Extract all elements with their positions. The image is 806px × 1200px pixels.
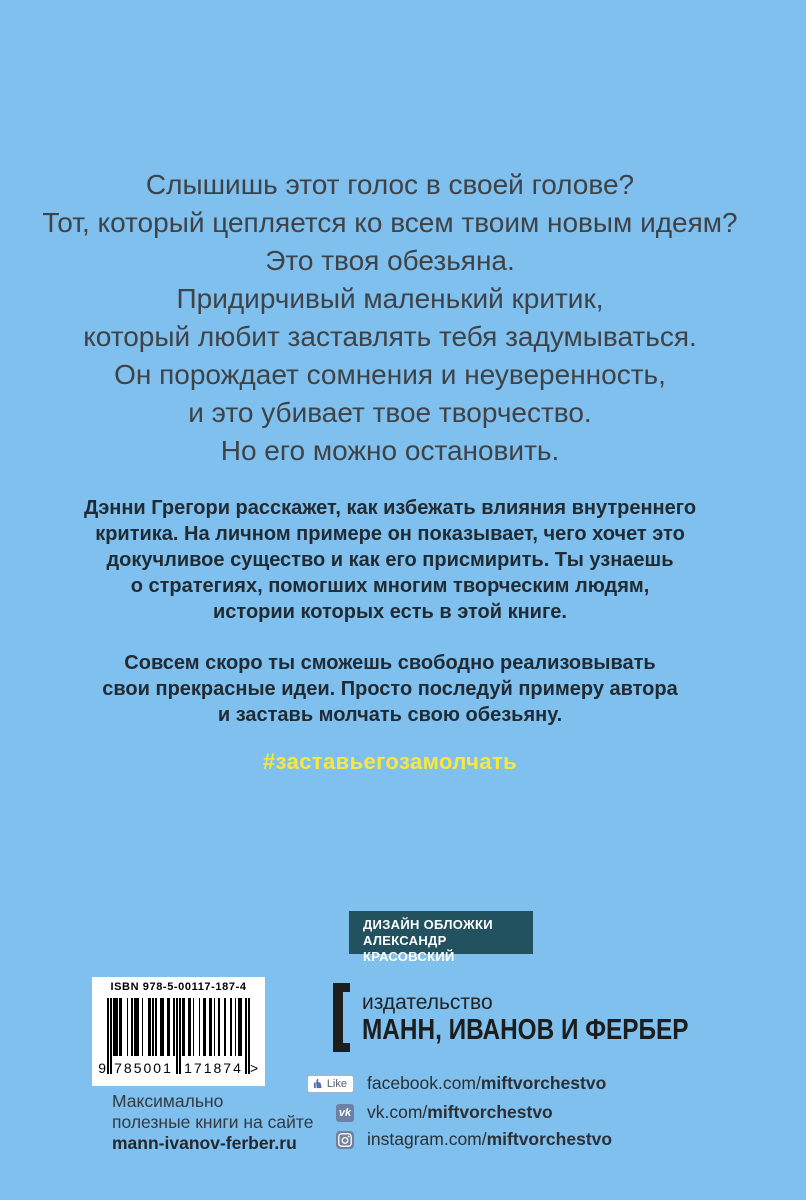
publisher-bracket-icon xyxy=(333,983,350,1052)
blurb-line: докучливое существо и как его присмирить. Ты узнаешь xyxy=(106,549,674,571)
publisher-name: МАНН, ИВАНОВ И ФЕРБЕР xyxy=(362,1014,689,1046)
vk-url-domain: vk.com/ xyxy=(367,1102,428,1122)
publisher-label: издательство xyxy=(362,991,493,1014)
thumb-up-icon xyxy=(313,1078,324,1089)
headline-line: Но его можно остановить. xyxy=(220,435,560,466)
facebook-url-domain: facebook.com/ xyxy=(367,1073,481,1093)
facebook-url-account: miftvorchestvo xyxy=(480,1073,607,1093)
blurb-line: свои прекрасные идеи. Просто последуй примеру автора xyxy=(102,678,678,700)
instagram-row xyxy=(306,1129,612,1150)
isbn-number: ISBN 978-5-00117-187-4 xyxy=(110,981,247,993)
facebook-like-icon xyxy=(307,1075,354,1093)
vk-icon: vk xyxy=(336,1104,354,1122)
instagram-url xyxy=(367,1129,612,1150)
blurb-line: Дэнни Грегори расскажет, как избежать влияния внутреннего xyxy=(83,497,697,519)
blurb-line: и заставь молчать свою обезьяну. xyxy=(217,704,563,726)
blurb-line: о стратегиях, помогших многим творческим людям, xyxy=(130,575,650,597)
hashtag: #заставьегозамолчать xyxy=(262,749,518,774)
blurb-line: Совсем скоро ты сможешь свободно реализовывать xyxy=(124,652,656,674)
vk-url xyxy=(367,1102,553,1123)
headline-line: Придирчивый маленький критик, xyxy=(176,283,604,314)
barcode xyxy=(92,977,265,1086)
barcode-digit-first: 9 xyxy=(98,1060,106,1076)
cover-design-credit xyxy=(349,911,533,964)
headline-line: который любит заставлять тебя задумываться. xyxy=(83,321,697,352)
annotation-paragraph-2 xyxy=(0,650,780,728)
publisher-logo-block xyxy=(333,983,689,1053)
blurb-line: истории которых есть в этой книге. xyxy=(213,601,567,623)
headline-line: Это твоя обезьяна. xyxy=(265,245,515,276)
headline-block xyxy=(0,166,780,470)
headline-line: Тот, который цепляется ко всем твоим новым идеям? xyxy=(42,207,738,238)
headline-line: и это убивает твое творчество. xyxy=(188,397,592,428)
website-note-line: полезные книги на сайте xyxy=(112,1112,314,1132)
website-note-line: Максимально xyxy=(112,1091,224,1111)
credit-line: АЛЕКСАНДР КРАСОВСКИЙ xyxy=(363,933,455,964)
vk-icon-cell xyxy=(306,1104,354,1122)
headline-line: Он порождает сомнения и неуверенность, xyxy=(114,359,666,390)
barcode-terminator: > xyxy=(250,1060,259,1076)
vk-url-account: miftvorchestvo xyxy=(427,1102,553,1122)
facebook-icon-cell xyxy=(306,1075,354,1093)
website-note xyxy=(112,1091,313,1154)
vk-row xyxy=(306,1102,553,1123)
facebook-url xyxy=(367,1073,606,1094)
credit-line: ДИЗАЙН ОБЛОЖКИ xyxy=(363,917,493,932)
blurb-line: критика. На личном примере он показывает, чего хочет это xyxy=(95,523,685,545)
barcode-digit-group: 171874 xyxy=(184,1060,243,1076)
annotation-paragraph-1 xyxy=(0,495,780,625)
instagram-url-domain: instagram.com/ xyxy=(367,1129,487,1149)
instagram-url-account: miftvorchestvo xyxy=(486,1129,613,1149)
camera-icon xyxy=(338,1133,352,1147)
like-button-label: Like xyxy=(326,1077,347,1090)
barcode-digit-group: 785001 xyxy=(114,1060,173,1076)
headline-line: Слышишь этот голос в своей голове? xyxy=(145,169,635,200)
instagram-icon xyxy=(336,1131,354,1149)
publisher-website-url: mann-ivanov-ferber.ru xyxy=(112,1133,297,1153)
facebook-row xyxy=(306,1073,606,1094)
barcode-digits xyxy=(92,1060,265,1076)
instagram-icon-cell xyxy=(306,1131,354,1149)
